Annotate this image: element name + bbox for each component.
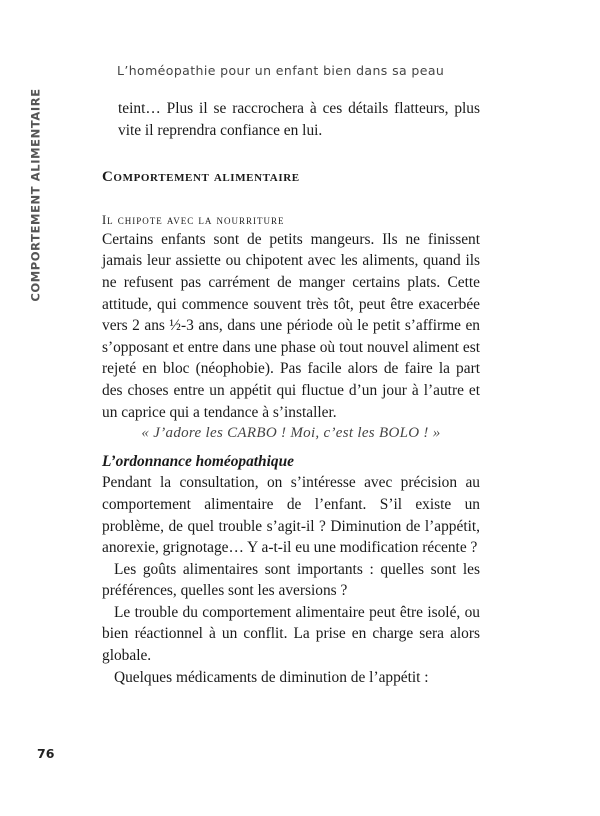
ordonnance-paragraph-2: Les goûts alimentaires sont importants : quelles sont les préférences, quelles sont les aversions ? xyxy=(102,560,480,600)
intro-paragraph: teint… Plus il se raccrochera à ces détails flatteurs, plus vite il reprendra confiance en lui. xyxy=(118,100,480,139)
ordonnance-paragraph-3: Le trouble du comportement alimentaire peut être isolé, ou bien réactionnel à un conflit. La prise en charge sera alors globale. xyxy=(102,603,480,665)
page-content xyxy=(102,98,480,688)
side-tab xyxy=(25,88,47,302)
subsection-paragraph: Certains enfants sont de petits mangeurs. Ils ne finissent jamais leur assiette ou chipotent avec les aliments, quand ils ne refusent pas carrément de manger certains plats. Cette attitude, qui commence souvent très tôt, peut être exacerbée vers 2 ans ½-3 ans, dans une période où le petit s’affirme en s’opposant et entre dans une phase où tout nouvel aliment est rejeté en bloc (néophobie). Pas facile alors de faire la part des choses entre un appétit qui fluctue d’un jour à l’autre et un caprice qui a tendance à s’installer. xyxy=(102,230,480,421)
running-header: L’homéopathie pour un enfant bien dans sa peau xyxy=(117,63,445,78)
section-title: Comportement alimentaire xyxy=(102,169,300,186)
ordonnance-title: L’ordonnance homéopathique xyxy=(102,452,294,470)
page-number: 76 xyxy=(37,746,55,761)
ordonnance-paragraph-1: Pendant la consultation, on s’intéresse avec précision au comportement alimentaire de l’enfant. S’il existe un problème, de quel trouble s’agit-il ? Diminution de l’appétit, anorexie, grignotage… Y a-t-il eu une modification récente ? xyxy=(102,474,480,557)
ordonnance-paragraph-4: Quelques médicaments de diminution de l’appétit : xyxy=(114,668,429,686)
quote: « J’adore les CARBO ! Moi, c’est les BOLO ! » xyxy=(141,425,441,442)
subsection-title: Il chipote avec la nourriture xyxy=(102,212,285,227)
side-tab-label: COMPORTEMENT ALIMENTAIRE xyxy=(29,88,44,302)
